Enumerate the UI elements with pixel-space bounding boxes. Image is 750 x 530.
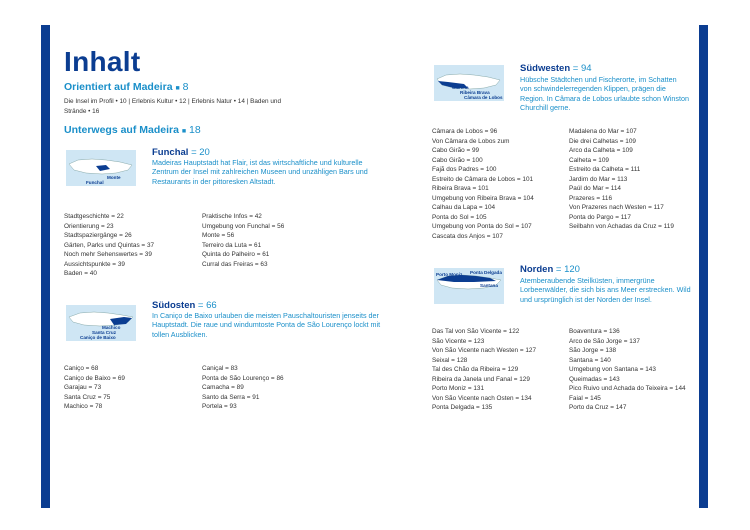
list-item: Noch mehr Sehenswertes = 39 <box>64 251 152 259</box>
list-item: Terreiro da Luta = 61 <box>202 241 262 249</box>
section-unterwegs: Unterwegs auf Madeira ■ 18 <box>64 124 201 136</box>
suedwesten-title-text: Südwesten <box>520 63 571 74</box>
list-item: Ponta do Pargo = 117 <box>569 213 631 221</box>
section-unterwegs-page: 18 <box>189 124 201 136</box>
map-label-ponta-delgada: Ponta Delgada <box>470 270 502 275</box>
funchal-col1 <box>64 212 154 279</box>
list-item: Câmara de Lobos = 96 <box>432 128 498 135</box>
page-title: Inhalt <box>64 46 141 77</box>
map-label-porto-moniz: Porto Moniz <box>436 272 463 277</box>
region-norden-title: Norden = 120 <box>520 264 580 275</box>
norden-page: 120 <box>564 264 580 275</box>
map-label-monte: Monte <box>107 175 121 180</box>
list-item: Orientierung = 23 <box>64 222 114 230</box>
norden-col2 <box>569 327 686 413</box>
list-item: Porto da Cruz = 147 <box>569 404 627 412</box>
right-page-border <box>699 25 708 508</box>
map-suedosten <box>66 305 136 341</box>
list-item: Arco da Calheta = 109 <box>569 147 633 155</box>
list-item: Ponta do Sol = 105 <box>432 213 487 221</box>
list-item: Boaventura = 136 <box>569 328 620 335</box>
list-item: Cascata dos Anjos = 107 <box>432 233 503 241</box>
list-item: Caniçal = 83 <box>202 365 238 372</box>
norden-title-text: Norden <box>520 264 554 275</box>
left-page-border <box>41 25 50 508</box>
list-item: Prazeres = 116 <box>569 194 613 202</box>
list-item: Calhau da Lapa = 104 <box>432 204 496 212</box>
map-label-funchal: Funchal <box>86 180 104 185</box>
map-suedwesten <box>434 65 504 101</box>
list-item: Praktische Infos = 42 <box>202 213 262 220</box>
list-item: Cabo Girão = 100 <box>432 156 483 164</box>
region-suedwesten-title: Südwesten = 94 <box>520 63 592 74</box>
list-item: Von São Vicente nach Westen = 127 <box>432 347 537 355</box>
map-label-machico: Machico <box>102 325 121 330</box>
map-label-calheta: Calheta <box>452 85 469 90</box>
suedwesten-col2 <box>569 127 674 232</box>
map-norden <box>434 268 504 304</box>
list-item: Santana = 140 <box>569 356 611 364</box>
list-item: Von Prazeres nach Westen = 117 <box>569 204 664 212</box>
list-item: Von São Vicente nach Osten = 134 <box>432 394 532 402</box>
list-item: Cabo Girão = 99 <box>432 147 480 155</box>
region-suedwesten-desc: Hübsche Städtchen und Fischerorte, im Schatten von schwindelerregenden Klippen, prägen die Region. In Câmara de Lobos urlaubte schon Winston Churchill gerne. <box>520 75 690 113</box>
list-item: Caniço = 68 <box>64 365 99 372</box>
map-label-camara-de-lobos: Câmara de Lobos <box>464 95 503 100</box>
list-item: São Vicente = 123 <box>432 337 485 345</box>
list-item: Umgebung von Ponta do Sol = 107 <box>432 223 532 231</box>
norden-col1 <box>432 327 536 413</box>
list-item: Pico Ruivo und Achada do Teixeira = 144 <box>569 385 686 393</box>
list-item: Garajau = 73 <box>64 384 102 392</box>
section-orientiert-heading: Orientiert auf Madeira <box>64 81 173 93</box>
list-item: São Jorge = 138 <box>569 347 617 355</box>
map-label-santa-cruz: Santa Cruz <box>92 330 116 335</box>
list-item: Baden = 40 <box>64 270 97 278</box>
region-funchal-title: Funchal = 20 <box>152 147 210 158</box>
list-item: Monte = 56 <box>202 232 235 240</box>
suedosten-title-text: Südosten <box>152 300 196 311</box>
list-item: Camacha = 89 <box>202 384 244 392</box>
list-item: Faial = 145 <box>569 394 601 402</box>
list-item: Madalena do Mar = 107 <box>569 128 637 135</box>
list-item: Seixal = 128 <box>432 356 468 364</box>
list-item: Santo da Serra = 91 <box>202 393 260 401</box>
region-norden-desc: Atemberaubende Steilküsten, immergrüne Lorbeerwälder, die sich bis ans Meer erstrecken. Wild und ursprünglich ist der Norden der Insel. <box>520 276 691 304</box>
map-funchal <box>66 150 136 186</box>
region-suedosten-title: Südosten = 66 <box>152 300 217 311</box>
list-item: Ribeira Brava = 101 <box>432 185 489 193</box>
list-item: Arco de São Jorge = 137 <box>569 337 640 345</box>
list-item: Seilbahn von Achadas da Cruz = 119 <box>569 223 674 231</box>
map-label-canico-de-baixo: Caniço de Baixo <box>80 335 116 340</box>
section-unterwegs-heading: Unterwegs auf Madeira <box>64 124 179 136</box>
list-item: Machico = 78 <box>64 403 103 411</box>
orientiert-links: Die Insel im Profil • 10 | Erlebnis Kultur • 12 | Erlebnis Natur • 14 | Baden und Strände • 16 <box>64 98 282 115</box>
funchal-title-text: Funchal <box>152 147 189 158</box>
suedosten-page: 66 <box>206 300 217 311</box>
list-item: Fajã dos Padres = 100 <box>432 166 497 174</box>
region-funchal-desc: Madeiras Hauptstadt hat Flair, ist das wirtschaftliche und kulturelle Zentrum der Insel mit zahlreichen Museen und unzähligen Bars und Restaurants in der pittoresken Altstadt. <box>152 158 368 186</box>
list-item: Umgebung von Funchal = 56 <box>202 222 285 230</box>
list-item: Calheta = 109 <box>569 156 609 164</box>
list-item: Porto Moniz = 131 <box>432 385 485 393</box>
list-item: Queimadas = 143 <box>569 375 620 383</box>
list-item: Estreito de Câmara de Lobos = 101 <box>432 175 534 183</box>
list-item: Umgebung von Santana = 143 <box>569 366 656 374</box>
list-item: Tal des Chão da Ribeira = 129 <box>432 366 519 374</box>
list-item: Estreito da Calheta = 111 <box>569 166 641 174</box>
list-item: Gärten, Parks und Quintas = 37 <box>64 241 155 249</box>
list-item: Paúl do Mar = 114 <box>569 185 621 193</box>
map-label-ribeira-brava: Ribeira Brava <box>460 90 490 95</box>
section-orientiert: Orientiert auf Madeira ■ 8 <box>64 81 189 93</box>
suedwesten-col1 <box>432 127 534 242</box>
list-item: Das Tal von São Vicente = 122 <box>432 328 520 335</box>
region-suedosten-desc: In Caniço de Baixo urlauben die meisten Pauschaltouristen jenseits der Hauptstadt. Die raue und windumtoste Ponta de São Lourenço lockt mit tollen Ausblicken. <box>152 311 381 339</box>
map-label-santana: Santana <box>480 283 498 288</box>
suedosten-col1 <box>64 364 125 412</box>
list-item: Stadtgeschichte = 22 <box>64 213 124 220</box>
list-item: Ponta Delgada = 135 <box>432 404 493 412</box>
list-item: Aussichtspunkte = 39 <box>64 260 125 268</box>
list-item: Stadtspaziergänge = 26 <box>64 232 132 240</box>
list-item: Jardim do Mar = 113 <box>569 175 628 183</box>
list-item: Quinta do Palheiro = 61 <box>202 251 270 259</box>
list-item: Ribeira da Janela und Fanal = 129 <box>432 375 530 383</box>
suedwesten-page: 94 <box>581 63 592 74</box>
list-item: Curral das Freiras = 63 <box>202 260 268 268</box>
funchal-col2 <box>202 212 284 269</box>
list-item: Von Câmara de Lobos zum <box>432 137 510 145</box>
list-item: Umgebung von Ribeira Brava = 104 <box>432 194 534 202</box>
suedosten-col2 <box>202 364 284 412</box>
list-item: Die drei Calhetas = 109 <box>569 137 636 145</box>
list-item: Santa Cruz = 75 <box>64 393 111 401</box>
funchal-page: 20 <box>199 147 210 158</box>
list-item: Portela = 93 <box>202 403 237 411</box>
list-item: Ponta de São Lourenço = 86 <box>202 374 284 382</box>
section-orientiert-page: 8 <box>182 81 189 93</box>
list-item: Caniço de Baixo = 69 <box>64 374 125 382</box>
